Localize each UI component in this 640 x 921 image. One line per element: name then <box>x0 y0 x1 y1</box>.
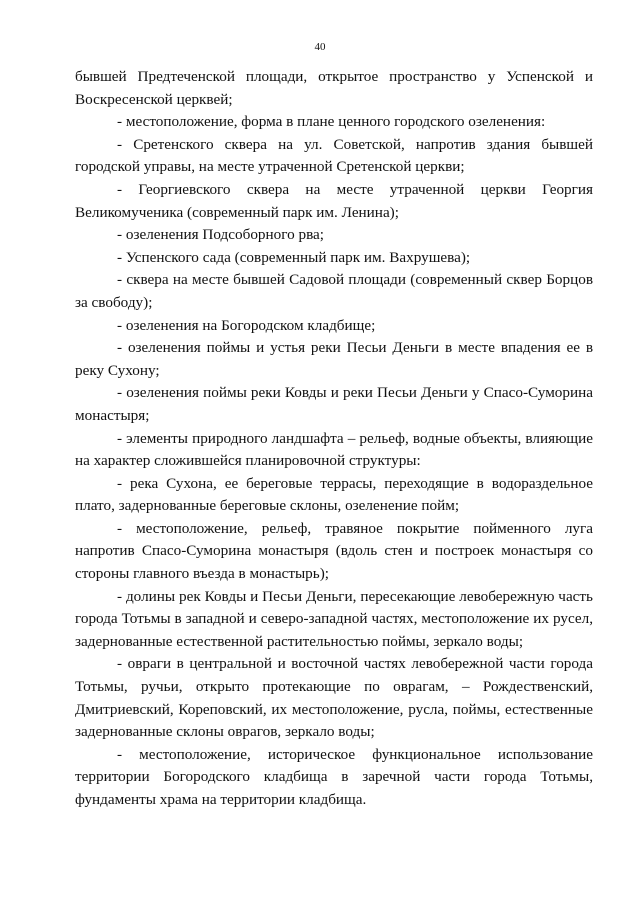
paragraph: - элементы природного ландшафта – рельеф, водные объекты, влияющие на характер сложившейся планировочной структуры: <box>75 429 593 470</box>
paragraph: - местоположение, историческое функциональное использование территории Богородского кладбища в заречной части города Тотьмы, фундаменты храма на территории кладбища. <box>75 745 593 808</box>
paragraph: - овраги в центральной и восточной частях левобережной части города Тотьмы, ручьи, открыто протекающие по оврагам, – Рождественский, Дмитриевский, Кореповский, их местоположение, русла, поймы, естественные задернованные склоны оврагов, зеркало воды; <box>75 655 593 741</box>
paragraph: - Георгиевского сквера на месте утраченной церкви Георгия Великомученика (современный парк им. Ленина); <box>75 180 593 221</box>
paragraph: - река Сухона, ее береговые террасы, переходящие в водораздельное плато, задернованные береговые склоны, озеленение пойм; <box>75 474 593 515</box>
paragraph: - озеленения поймы реки Ковды и реки Песьи Деньги у Спасо-Суморина монастыря; <box>75 384 593 424</box>
paragraph: - озеленения поймы и устья реки Песьи Деньги в месте впадения ее в реку Сухону; <box>75 339 593 379</box>
paragraph: - долины рек Ковды и Песьи Деньги, пересекающие левобережную часть города Тотьмы в западной и северо-западной частях, местоположение их русел, задернованные естественной растительностью поймы, зеркало воды; <box>75 587 593 650</box>
paragraph: - Сретенского сквера на ул. Советской, напротив здания бывшей городской управы, на месте утраченной Сретенской церкви; <box>75 135 593 176</box>
paragraph: - местоположение, рельеф, травяное покрытие пойменного луга напротив Спасо-Суморина монастыря (вдоль стен и построек монастыря со стороны главного въезда в монастырь); <box>75 519 593 583</box>
page-number: 40 <box>314 41 326 53</box>
paragraph: - озеленения Подсоборного рва; <box>117 226 325 244</box>
paragraph: - озеленения на Богородском кладбище; <box>117 316 376 334</box>
paragraph: - Успенского сада (современный парк им. Вахрушева); <box>117 248 471 266</box>
document-body <box>75 66 593 812</box>
paragraph: - местоположение, форма в плане ценного городского озеленения: <box>117 113 546 131</box>
paragraph: бывшей Предтеченской площади, открытое пространство у Успенской и Воскресенской церквей; <box>75 68 593 108</box>
paragraph: - сквера на месте бывшей Садовой площади (современный сквер Борцов за свободу); <box>75 271 593 311</box>
